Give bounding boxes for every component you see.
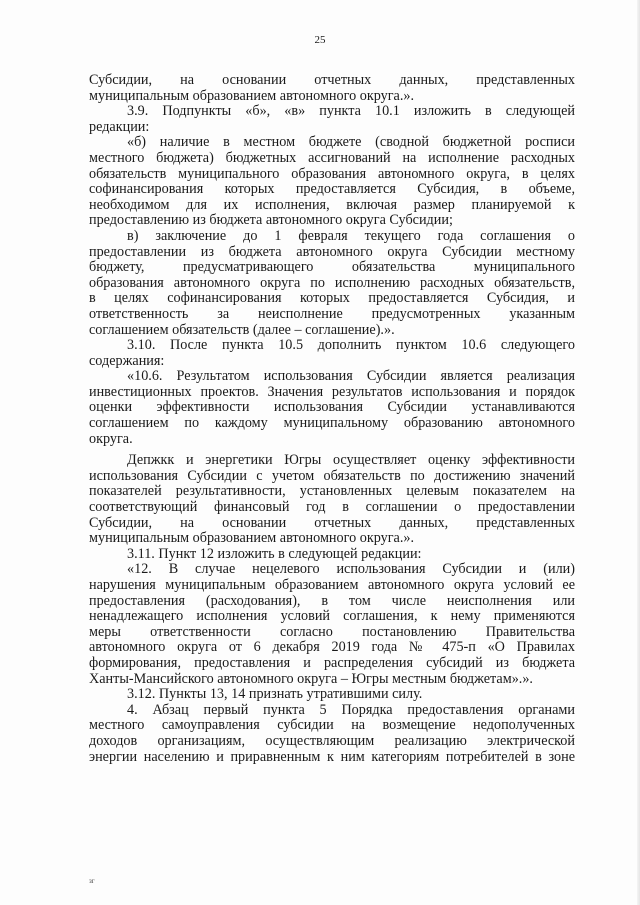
document-body — [89, 73, 575, 765]
text-line: формирования, предоставления и распределения субсидий из бюджета — [89, 654, 575, 671]
text-line: предоставлению из бюджета автономного округа Субсидии; — [89, 212, 453, 229]
text-line: Ханты-Мансийского автономного округа – Югры местным бюджетам».». — [89, 670, 533, 687]
text-line: «б) наличие в местном бюджете (сводной бюджетной росписи — [127, 134, 575, 151]
text-line: показателей результативности, установленных целевым показателем на — [89, 483, 575, 500]
text-line: содержания: — [89, 352, 165, 369]
text-line: 4. Абзац первый пункта 5 Порядка предоставления органами — [127, 701, 575, 718]
text-line: образования автономного округа по исполнению расходных обязательств, — [89, 274, 575, 291]
text-line: ответственность за неисполнение предусмотренных указанным — [89, 305, 575, 322]
text-line: 3.12. Пункты 13, 14 признать утратившими силу. — [127, 686, 423, 703]
text-line: «12. В случае нецелевого использования Субсидии и (или) — [127, 561, 575, 578]
text-line: ненадлежащего исполнения условий соглашения, к нему применяются — [89, 608, 575, 625]
text-line: соответствующий финансовый год в соглашении о предоставлении — [89, 499, 575, 516]
text-line: в целях софинансирования которых предоставляется Субсидия, и — [89, 290, 575, 307]
text-line: нарушения муниципальным образованием автономного округа условий ее — [89, 577, 575, 593]
text-line: 3.11. Пункт 12 изложить в следующей редакции: — [127, 545, 422, 562]
text-line: редакции: — [89, 118, 150, 135]
text-line: использования Субсидии с учетом обязательств по достижению значений — [89, 467, 575, 484]
text-line: автономного округа от 6 декабря 2019 года № 475-п «О Правилах — [89, 639, 575, 656]
text-line: Депжкк и энергетики Югры осуществляет оценку эффективности — [127, 452, 575, 469]
text-line: предоставлении из бюджета автономного округа Субсидии местному — [89, 243, 575, 260]
page-number: 25 — [314, 34, 326, 46]
text-line: Субсидии, на основании отчетных данных, представленных — [89, 72, 575, 88]
text-line: предоставления (расходования), в том числе неисполнения или — [89, 592, 575, 609]
text-line: инвестиционных проектов. Значения результатов использования и порядок — [89, 383, 575, 400]
text-line: соглашением обязательств (далее – соглашение).». — [89, 321, 395, 338]
text-line: округа. — [89, 430, 133, 447]
text-line: софинансирования которых предоставляется Субсидия, в объеме, — [89, 181, 575, 198]
text-line: муниципальным образованием автономного округа.». — [89, 530, 415, 547]
text-line: Субсидии, на основании отчетных данных, представленных — [89, 514, 575, 531]
text-line: 3.10. После пункта 10.5 дополнить пунктом 10.6 следующего — [127, 337, 575, 354]
footer-code: зг — [89, 877, 95, 885]
text-line: муниципальным образованием автономного округа.». — [89, 87, 415, 104]
text-line: «10.6. Результатом использования Субсидии является реализация — [127, 368, 575, 385]
text-line: необходимом для их исполнения, включая размер планируемой к — [89, 196, 575, 213]
text-line: местного самоуправления субсидии на возмещение недополученных — [89, 717, 575, 734]
text-line: энергии населению и приравненным к ним категориям потребителей в зоне — [89, 748, 575, 765]
text-line: оценки эффективности использования Субсидии устанавливаются — [89, 399, 575, 416]
text-line: соглашением по каждому муниципальному образованию автономного — [89, 415, 575, 432]
text-line: бюджету, предусматривающего обязательства муниципального — [89, 259, 575, 276]
text-line: доходов организациям, осуществляющим реализацию электрической — [89, 732, 575, 749]
text-line: в) заключение до 1 февраля текущего года соглашения о — [127, 227, 575, 244]
text-line: меры ответственности согласно постановлению Правительства — [89, 623, 575, 640]
text-line: местного бюджета) бюджетных ассигнований на исполнение расходных — [89, 149, 575, 166]
text-line: обязательств муниципального образования автономного округа, в целях — [89, 165, 575, 182]
text-line: 3.9. Подпункты «б», «в» пункта 10.1 изложить в следующей — [127, 103, 575, 120]
